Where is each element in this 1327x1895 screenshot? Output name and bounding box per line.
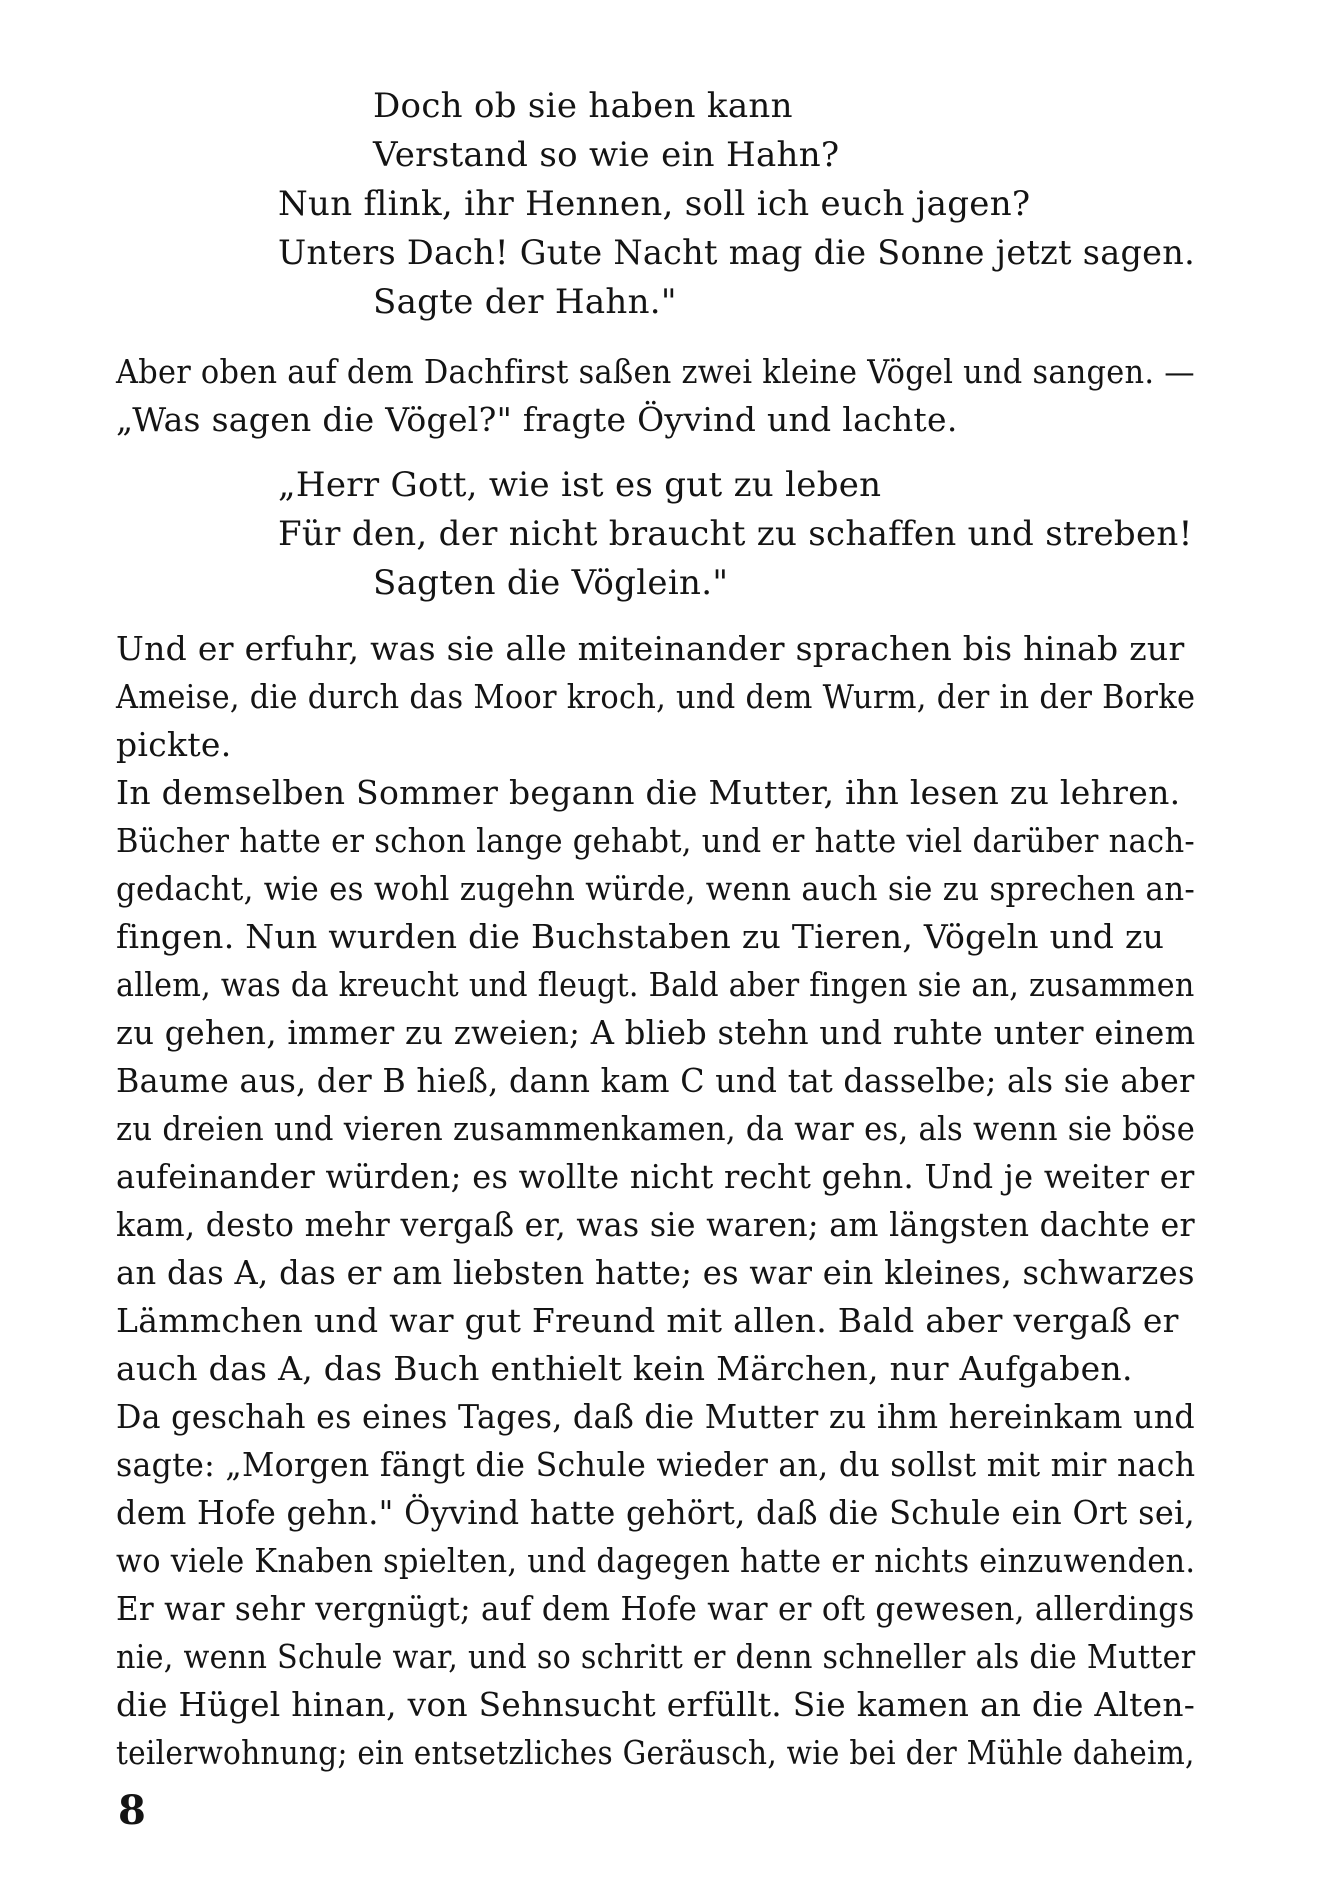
text-line: Bücher hatte er schon lange gehabt, und er hatte viel darüber nach- xyxy=(116,821,1195,860)
poem-line: Doch ob sie haben kann xyxy=(373,86,793,126)
text-line: an das A, das er am liebsten hatte; es war ein kleines, schwarzes xyxy=(116,1253,1195,1292)
text-line: dem Hofe gehn." Öyvind hatte gehört, daß die Schule ein Ort sei, xyxy=(116,1493,1195,1532)
text-line: allem, was da kreucht und fleugt. Bald aber fingen sie an, zusammen xyxy=(116,965,1195,1004)
page-number: 8 xyxy=(118,1787,146,1834)
poem-line: Sagten die Vöglein." xyxy=(373,563,729,603)
text-line: teilerwohnung; ein entsetzliches Geräusch, wie bei der Mühle daheim, xyxy=(116,1733,1195,1772)
poem-line: Sagte der Hahn." xyxy=(373,282,677,322)
text-line: Baume aus, der B hieß, dann kam C und tat dasselbe; als sie aber xyxy=(116,1061,1195,1100)
text-line: Ameise, die durch das Moor kroch, und dem Wurm, der in der Borke xyxy=(116,677,1196,716)
poem-line: Nun flink, ihr Hennen, soll ich euch jagen? xyxy=(278,184,1031,224)
text-line: sagte: „Morgen fängt die Schule wieder an, du sollst mit mir nach xyxy=(116,1445,1196,1484)
poem-line: Für den, der nicht braucht zu schaffen und streben! xyxy=(278,514,1193,554)
text-line: gedacht, wie es wohl zugehn würde, wenn auch sie zu sprechen an- xyxy=(116,869,1196,908)
text-line: In demselben Sommer begann die Mutter, ihn lesen zu lehren. xyxy=(116,773,1181,812)
text-line: Lämmchen und war gut Freund mit allen. Bald aber vergaß er xyxy=(116,1301,1179,1340)
poem-line: Unters Dach! Gute Nacht mag die Sonne jetzt sagen. xyxy=(278,233,1196,273)
text-line: fingen. Nun wurden die Buchstaben zu Tieren, Vögeln und zu xyxy=(116,917,1165,956)
text-line: Da geschah es eines Tages, daß die Mutter zu ihm hereinkam und xyxy=(116,1397,1195,1436)
text-line: wo viele Knaben spielten, und dagegen hatte er nichts einzuwenden. xyxy=(116,1541,1196,1580)
poem-line: Verstand so wie ein Hahn? xyxy=(373,135,840,175)
text-line: pickte. xyxy=(116,725,232,764)
text-line: nie, wenn Schule war, und so schritt er denn schneller als die Mutter xyxy=(116,1637,1196,1676)
text-line: Und er erfuhr, was sie alle miteinander sprachen bis hinab zur xyxy=(116,629,1185,668)
text-line: aufeinander würden; es wollte nicht recht gehn. Und je weiter er xyxy=(116,1157,1195,1196)
text-line: kam, desto mehr vergaß er, was sie waren; am längsten dachte er xyxy=(116,1205,1195,1244)
text-line: zu dreien und vieren zusammenkamen, da war es, als wenn sie böse xyxy=(116,1109,1196,1148)
text-line: zu gehen, immer zu zweien; A blieb stehn und ruhte unter einem xyxy=(116,1013,1196,1052)
poem-line: „Herr Gott, wie ist es gut zu leben xyxy=(278,465,882,505)
text-line: „Was sagen die Vögel?" fragte Öyvind und lachte. xyxy=(116,400,958,439)
text-line: Er war sehr vergnügt; auf dem Hofe war er oft gewesen, allerdings xyxy=(116,1589,1195,1628)
text-line: die Hügel hinan, von Sehnsucht erfüllt. Sie kamen an die Alten- xyxy=(116,1685,1196,1724)
text-line: Aber oben auf dem Dachfirst saßen zwei kleine Vögel und sangen. — xyxy=(116,352,1195,391)
text-line: auch das A, das Buch enthielt kein Märchen, nur Aufgaben. xyxy=(116,1349,1133,1388)
